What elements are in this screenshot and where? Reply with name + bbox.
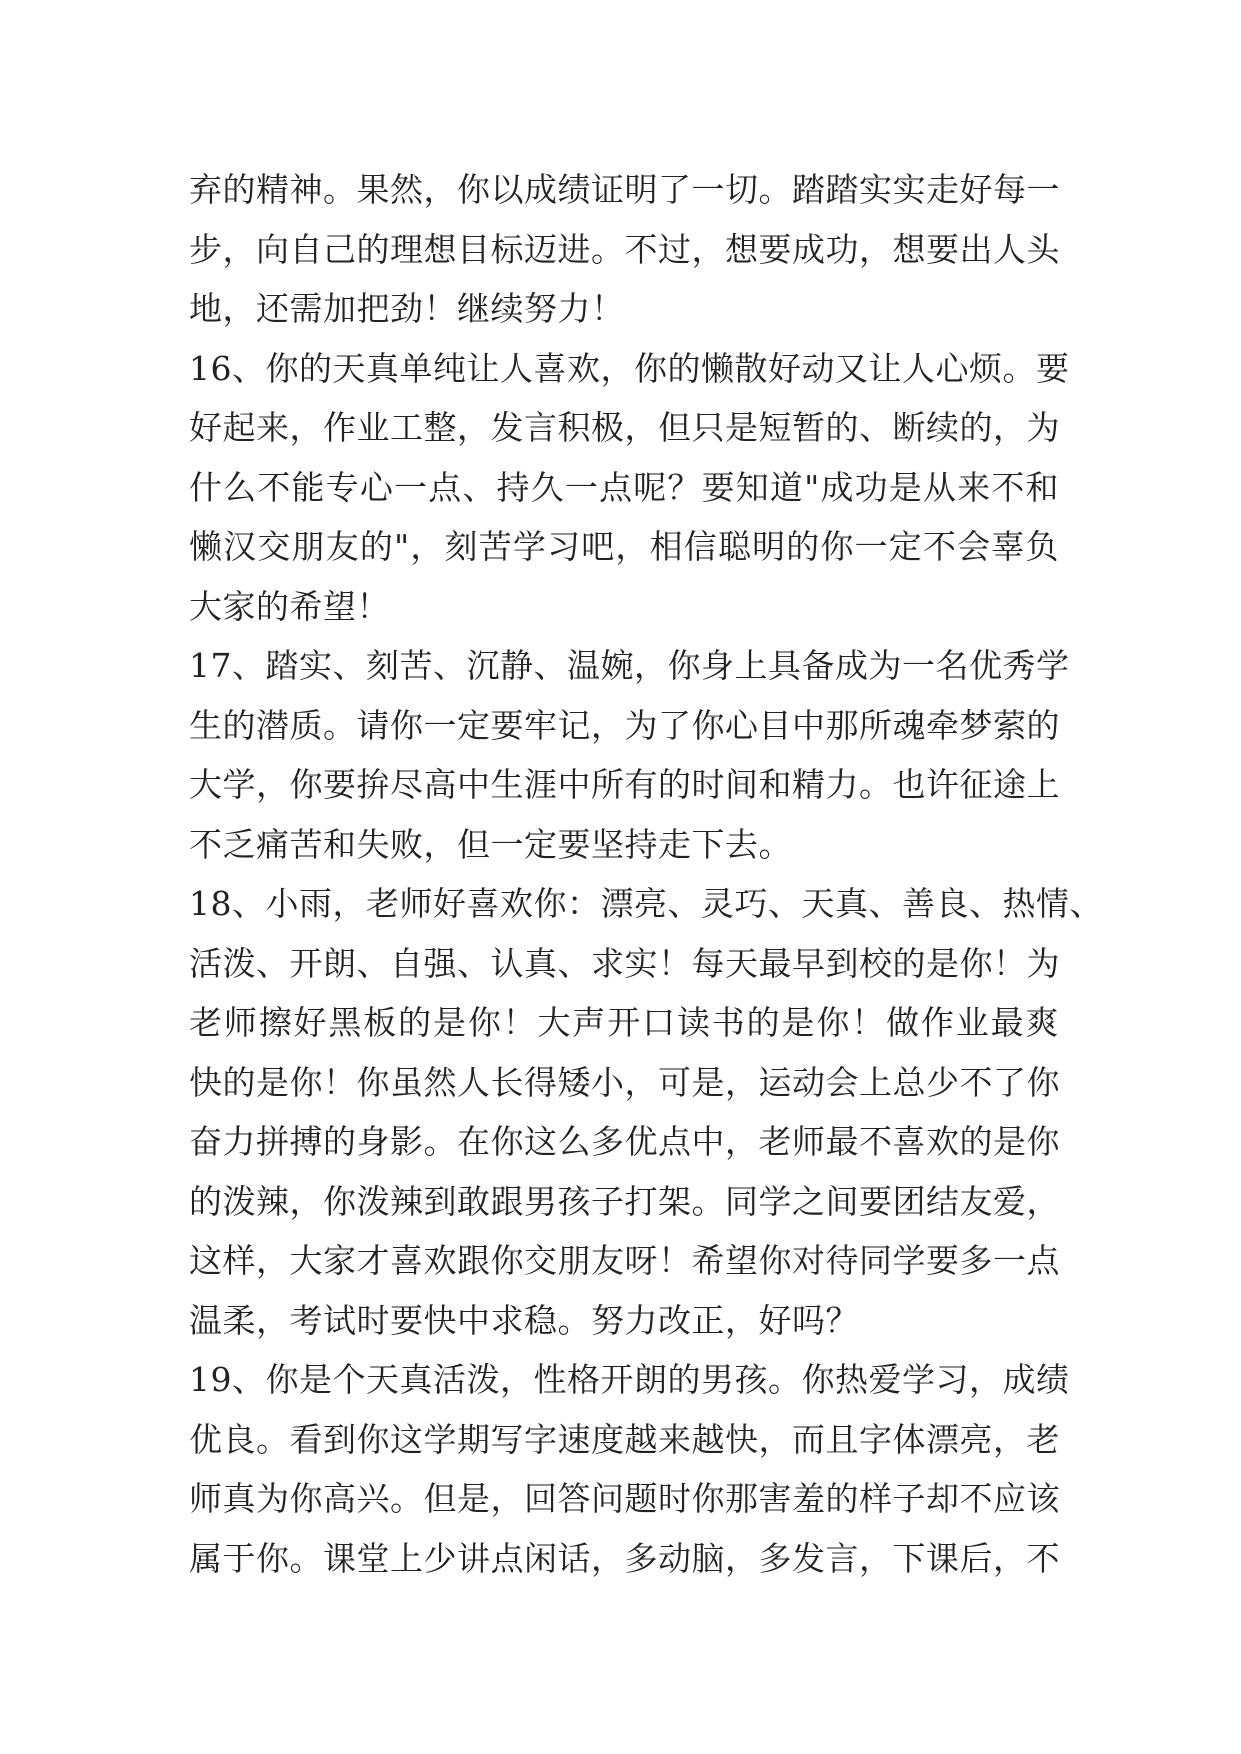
text-line: 的泼辣，你泼辣到敢跟男孩子打架。同学之间要团结友爱， [189,1181,1060,1221]
text-line: 活泼、开朗、自强、认真、求实！每天最早到校的是你！为 [189,943,1060,983]
text-line: 大家的希望！ [189,586,390,626]
text-line: 地，还需加把劲！继续努力！ [189,289,625,328]
text-line: 奋力拼搏的身影。在你这么多优点中，老师最不喜欢的是你 [189,1122,1060,1161]
text-line: 懒汉交朋友的"，刻苦学习吧，相信聪明的你一定不会辜负 [189,527,1059,566]
text-line: 优良。看到你这学期写字速度越来越快，而且字体漂亮，老 [189,1419,1060,1459]
text-line: 大学，你要拚尽高中生涯中所有的时间和精力。也许征途上 [189,765,1060,804]
text-line: 什么不能专心一点、持久一点呢？要知道"成功是从来不和 [189,467,1059,507]
text-line: 属于你。课堂上少讲点闲话，多动脑，多发言，下课后，不 [189,1538,1060,1578]
paragraph-16 [189,339,1070,637]
document-body [189,160,1103,1588]
text-line: 16、你的天真单纯让人喜欢，你的懒散好动又让人心烦。要 [189,348,1070,388]
text-line: 这样，大家才喜欢跟你交朋友呀！希望你对待同学要多一点 [189,1241,1060,1280]
text-line: 师真为你高兴。但是，回答问题时你那害羞的样子却不应该 [189,1479,1060,1518]
paragraph-19 [189,1350,1070,1588]
text-line: 17、踏实、刻苦、沉静、温婉，你身上具备成为一名优秀学 [189,646,1070,685]
text-line: 快的是你！你虽然人长得矮小，可是，运动会上总少不了你 [189,1062,1060,1102]
text-line: 好起来，作业工整，发言积极，但只是短暂的、断续的，为 [189,408,1060,447]
text-line: 步，向自己的理想目标迈进。不过，想要成功，想要出人头 [189,229,1060,269]
text-line: 不乏痛苦和失败，但一定要坚持走下去。 [189,824,792,864]
text-line: 弃的精神。果然，你以成绩证明了一切。踏踏实实走好每一 [189,170,1060,209]
paragraph-continuation [189,160,1059,339]
text-line: 温柔，考试时要快中求稳。努力改正，好吗？ [189,1300,859,1340]
text-line: 老师擦好黑板的是你！大声开口读书的是你！做作业最爽 [189,1003,1059,1042]
paragraph-17 [189,636,1070,874]
text-line: 19、你是个天真活泼，性格开朗的男孩。你热爱学习，成绩 [189,1360,1070,1399]
text-line: 生的潜质。请你一定要牢记，为了你心目中那所魂牵梦萦的 [189,705,1060,745]
text-line: 18、小雨，老师好喜欢你：漂亮、灵巧、天真、善良、热情、 [189,884,1103,923]
paragraph-18 [189,874,1103,1350]
